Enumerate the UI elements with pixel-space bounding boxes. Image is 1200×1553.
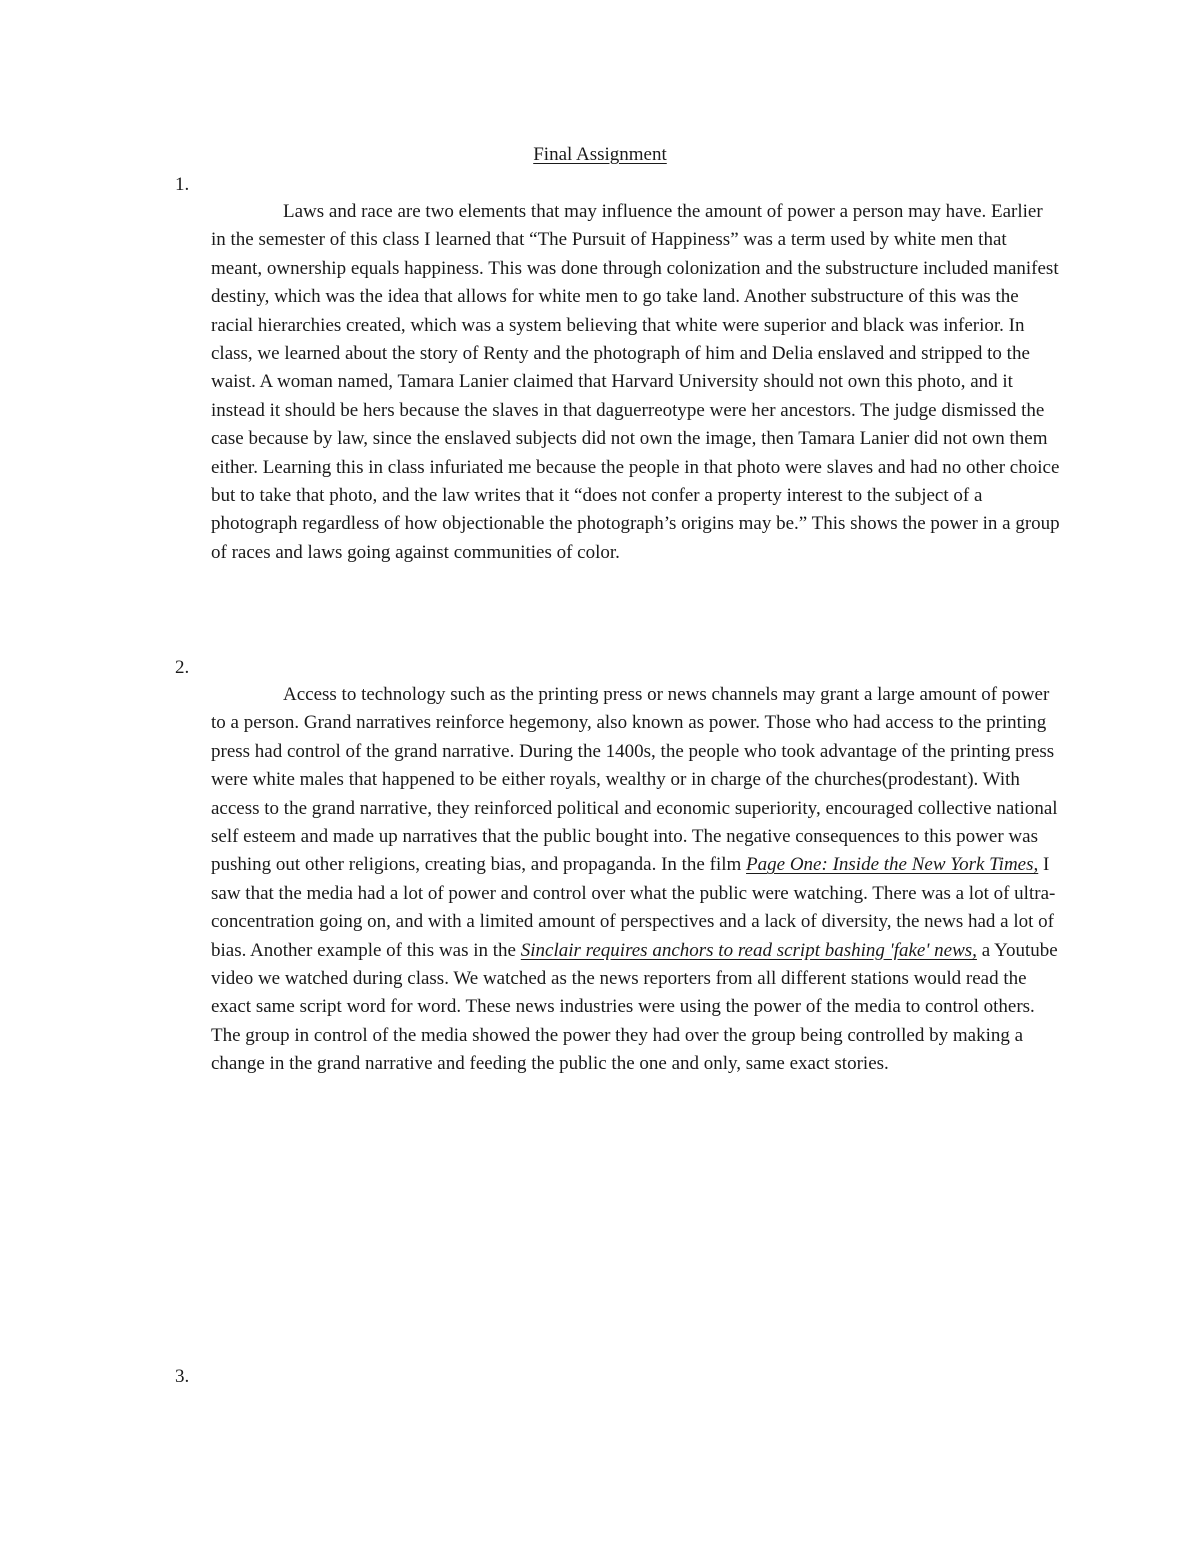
document-title: Final Assignment: [533, 144, 667, 165]
question-number-3: 3.: [175, 1366, 190, 1387]
answer-2-text-part-1: Access to technology such as the printing press or news channels may grant a large amount of power to a person. Grand narratives reinforce hegemony, also known as power. Those who had access to the printing press had control of the grand narrative. During the 1400s, the people who took advantage of the printing press were white males that happened to be either royals, wealthy or in charge of the churches(prodestant). With access to the grand narrative, they reinforced political and economic superiority, encouraged collective national self esteem and made up narratives that the public bought into. The negative consequences to this power was pushing out other religions, creating bias, and propaganda. In the film: [211, 684, 1058, 876]
answer-2-text-part-2: I saw that the media had a lot of power and control over what the public were watching. There was a lot of ultra-concentration going on, and with a limited amount of perspectives and a lack of diversity, the news had a lot of bias. Another example of this was in the: [211, 854, 1056, 961]
answer-2-text-part-3: a Youtube video we watched during class. We watched as the news reporters from all different stations would read the exact same script word for word. These news industries were using the power of the media to control others. The group in control of the media showed the power they had over the group being controlled by making a change in the grand narrative and feeding the public the one and only, same exact stories.: [211, 939, 1058, 1075]
video-title-reference: Sinclair requires anchors to read script bashing 'fake' news,: [520, 939, 977, 961]
film-title-reference: Page One: Inside the New York Times,: [746, 854, 1039, 876]
question-number-1: 1.: [175, 174, 190, 195]
answer-paragraph-2: [211, 681, 1061, 1079]
question-number-2: 2.: [175, 657, 190, 678]
answer-paragraph-1: Laws and race are two elements that may influence the amount of power a person may have. Earlier in the semester of this class I learned that “The Pursuit of Happiness” was a term used by white men that meant, ownership equals happiness. This was done through colonization and the substructure included manifest destiny, which was the idea that allows for white men to go take land. Another substructure of this was the racial hierarchies created, which was a system believing that white were superior and black was inferior. In class, we learned about the story of Renty and the photograph of him and Delia enslaved and stripped to the waist. A woman named, Tamara Lanier claimed that Harvard University should not own this photo, and it instead it should be hers because the slaves in that daguerreotype were her ancestors. The judge dismissed the case because by law, since the enslaved subjects did not own the image, then Tamara Lanier did not own them either. Learning this in class infuriated me because the people in that photo were slaves and had no other choice but to take that photo, and the law writes that it “does not confer a property interest to the subject of a photograph regardless of how objectionable the photograph’s origins may be.” This shows the power in a group of races and laws going against communities of color.: [211, 201, 1060, 563]
